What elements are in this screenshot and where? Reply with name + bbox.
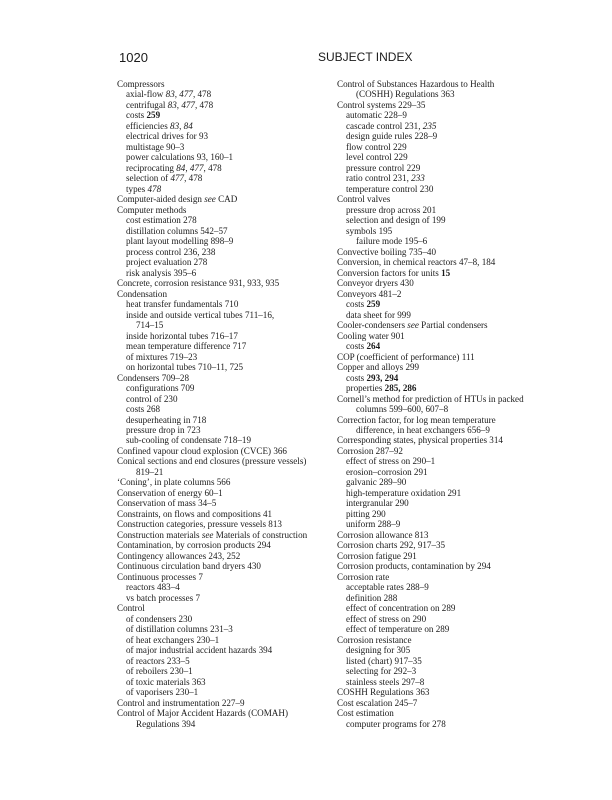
entry-text: reciprocating bbox=[126, 162, 177, 173]
entry-text: costs 268 bbox=[126, 404, 161, 415]
index-subentry bbox=[117, 320, 335, 330]
entry-text: Conical sections and end closures (pressure vessels) bbox=[117, 456, 307, 467]
entry-text: stainless steels 297–8 bbox=[346, 676, 425, 687]
entry-text: Conveyors 481–2 bbox=[337, 288, 402, 299]
index-entry bbox=[337, 415, 555, 425]
page-ref-italic: 477 bbox=[170, 173, 185, 184]
index-subentry bbox=[117, 131, 335, 141]
index-subentry bbox=[117, 656, 335, 666]
index-subentry bbox=[117, 435, 335, 445]
index-subentry bbox=[117, 247, 335, 257]
entry-text: Corrosion allowance 813 bbox=[337, 529, 429, 540]
index-subentry bbox=[337, 603, 555, 613]
entry-text: columns 599–600, 607–8 bbox=[356, 404, 449, 415]
entry-text: Conversion factors for units bbox=[337, 267, 442, 278]
index-entry bbox=[117, 551, 335, 561]
page-ref-bold: 285, 286 bbox=[384, 383, 417, 394]
entry-text: Computer-aided design bbox=[117, 194, 205, 205]
entry-text: pressure control 229 bbox=[346, 162, 421, 173]
index-subentry bbox=[117, 236, 335, 246]
index-entry bbox=[117, 603, 335, 613]
index-entry bbox=[117, 205, 335, 215]
entry-text: Corrosion resistance bbox=[337, 634, 412, 645]
entry-text: mean temperature difference 717 bbox=[126, 341, 247, 352]
entry-text: Corresponding states, physical properties 314 bbox=[337, 435, 503, 446]
entry-text: of condensers 230 bbox=[126, 613, 193, 624]
page-ref-italic: 478 bbox=[147, 183, 162, 194]
index-subentry bbox=[337, 184, 555, 194]
index-subentry bbox=[337, 467, 555, 477]
entry-text: temperature control 230 bbox=[346, 183, 434, 194]
index-entry bbox=[337, 687, 555, 697]
entry-text: inside horizontal tubes 716–17 bbox=[126, 330, 238, 341]
entry-text: CAD bbox=[215, 194, 238, 205]
entry-text: Conservation of mass 34–5 bbox=[117, 498, 217, 509]
index-entry bbox=[337, 561, 555, 571]
entry-text: control of 230 bbox=[126, 393, 178, 404]
entry-text: power calculations 93, 160–1 bbox=[126, 152, 234, 163]
page-ref-bold: 264 bbox=[366, 341, 381, 352]
entry-text: erosion–corrosion 291 bbox=[346, 466, 428, 477]
entry-text: , 478 bbox=[194, 99, 214, 110]
entry-text: efficiencies bbox=[126, 120, 171, 131]
entry-text: Conveyor dryers 430 bbox=[337, 278, 414, 289]
entry-text: of vaporisers 230–1 bbox=[126, 687, 199, 698]
entry-text: ratio control 231, bbox=[346, 173, 412, 184]
page-ref-italic: see bbox=[407, 320, 419, 331]
index-subentry bbox=[117, 163, 335, 173]
entry-text: Constraints, on flows and compositions 41 bbox=[117, 508, 273, 519]
index-subentry bbox=[117, 677, 335, 687]
index-entry bbox=[117, 698, 335, 708]
entry-text: of distillation columns 231–3 bbox=[126, 624, 233, 635]
index-subentry bbox=[117, 257, 335, 267]
index-subentry bbox=[117, 341, 335, 351]
page-ref-italic: 477 bbox=[181, 99, 195, 110]
index-entry bbox=[117, 498, 335, 508]
index-subentry bbox=[337, 477, 555, 487]
entry-text: Condensers 709–28 bbox=[117, 372, 189, 383]
index-entry bbox=[337, 352, 555, 362]
index-subentry bbox=[117, 121, 335, 131]
entry-text: 714–15 bbox=[136, 320, 164, 331]
index-entry bbox=[117, 194, 335, 204]
page-ref-italic: 235 bbox=[422, 120, 437, 131]
page-ref-italic: 83 bbox=[167, 99, 177, 110]
index-subentry bbox=[117, 152, 335, 162]
index-subentry bbox=[117, 89, 335, 99]
index-subentry bbox=[337, 152, 555, 162]
index-subentry bbox=[337, 310, 555, 320]
index-subentry bbox=[337, 488, 555, 498]
entry-text: Conversion, in chemical reactors 47–8, 184 bbox=[337, 257, 496, 268]
page-ref-bold: 259 bbox=[146, 110, 161, 121]
index-subentry bbox=[117, 394, 335, 404]
entry-text: of heat exchangers 230–1 bbox=[126, 634, 220, 645]
entry-text: sub-cooling of condensate 718–19 bbox=[126, 435, 252, 446]
entry-text: of reactors 233–5 bbox=[126, 655, 190, 666]
index-subentry bbox=[337, 656, 555, 666]
index-entry bbox=[337, 257, 555, 267]
entry-text: Computer methods bbox=[117, 204, 187, 215]
entry-text: , 478 bbox=[203, 162, 222, 173]
entry-text: Corrosion charts 292, 917–35 bbox=[337, 540, 446, 551]
index-entry bbox=[117, 373, 335, 383]
index-entry bbox=[337, 331, 555, 341]
index-entry bbox=[337, 362, 555, 372]
entry-text: acceptable rates 288–9 bbox=[346, 582, 429, 593]
page-ref-italic: 233 bbox=[411, 173, 425, 184]
index-subentry bbox=[117, 100, 335, 110]
entry-text: properties bbox=[346, 383, 385, 394]
entry-text: Corrosion products, contamination by 294 bbox=[337, 561, 491, 572]
entry-text: costs bbox=[126, 110, 147, 121]
page-ref-italic: 84 bbox=[183, 120, 193, 131]
entry-text: plant layout modelling 898–9 bbox=[126, 236, 234, 247]
entry-text: Control valves bbox=[337, 194, 391, 205]
index-subentry bbox=[337, 236, 555, 246]
entry-text: COSHH Regulations 363 bbox=[337, 687, 430, 698]
entry-text: reactors 483–4 bbox=[126, 582, 180, 593]
index-entry bbox=[337, 394, 555, 404]
entry-text: definition 288 bbox=[346, 592, 398, 603]
entry-text: project evaluation 278 bbox=[126, 257, 208, 268]
entry-text: selection of bbox=[126, 173, 171, 184]
index-entry bbox=[337, 100, 555, 110]
index-subentry bbox=[337, 341, 555, 351]
entry-text: desuperheating in 718 bbox=[126, 414, 207, 425]
entry-text: cost estimation 278 bbox=[126, 215, 197, 226]
entry-text: vs batch processes 7 bbox=[126, 592, 200, 603]
entry-text: Copper and alloys 299 bbox=[337, 362, 420, 373]
entry-text: Control and instrumentation 227–9 bbox=[117, 697, 245, 708]
entry-text: costs bbox=[346, 299, 367, 310]
entry-text: , bbox=[185, 162, 190, 173]
index-subentry bbox=[117, 415, 335, 425]
index-subentry bbox=[117, 215, 335, 225]
page-ref-italic: 83 bbox=[165, 89, 175, 100]
entry-text: difference, in heat exchangers 656–9 bbox=[356, 424, 490, 435]
index-column-right bbox=[337, 79, 555, 729]
entry-text: Cooler-condensers bbox=[337, 320, 408, 331]
index-entry bbox=[337, 79, 555, 89]
entry-text: , bbox=[176, 99, 182, 110]
index-entry bbox=[117, 477, 335, 487]
entry-text: computer programs for 278 bbox=[346, 718, 446, 729]
index-subentry bbox=[337, 383, 555, 393]
entry-text: designing for 305 bbox=[346, 645, 411, 656]
entry-text: Compressors bbox=[117, 79, 165, 89]
entry-text: electrical drives for 93 bbox=[126, 131, 209, 142]
index-subentry bbox=[117, 635, 335, 645]
entry-text: heat transfer fundamentals 710 bbox=[126, 299, 239, 310]
page-number: 1020 bbox=[119, 50, 148, 65]
index-entry bbox=[117, 708, 335, 718]
index-subentry bbox=[337, 719, 555, 729]
index-entry bbox=[337, 278, 555, 288]
index-subentry bbox=[337, 215, 555, 225]
entry-text: Confined vapour cloud explosion (CVCE) 366 bbox=[117, 445, 287, 456]
index-subentry bbox=[117, 226, 335, 236]
entry-text: Corrosion rate bbox=[337, 571, 390, 582]
index-entry bbox=[117, 540, 335, 550]
entry-text: Materials of construction bbox=[213, 529, 308, 540]
index-subentry bbox=[117, 582, 335, 592]
index-subentry bbox=[337, 121, 555, 131]
entry-text: Control bbox=[117, 603, 145, 614]
index-entry bbox=[337, 194, 555, 204]
entry-text: uniform 288–9 bbox=[346, 519, 401, 530]
entry-text: automatic 228–9 bbox=[346, 110, 407, 121]
page-ref-bold: 15 bbox=[441, 267, 451, 278]
entry-text: centrifugal bbox=[126, 99, 168, 110]
entry-text: Cornell’s method for prediction of HTUs in packed bbox=[337, 393, 524, 404]
index-subentry bbox=[117, 142, 335, 152]
entry-text: selecting for 292–3 bbox=[346, 666, 417, 677]
entry-text: Corrosion fatigue 291 bbox=[337, 550, 417, 561]
entry-text: Continuous circulation band dryers 430 bbox=[117, 561, 261, 572]
entry-text: Regulations 394 bbox=[136, 718, 196, 729]
index-subentry bbox=[337, 142, 555, 152]
entry-text: Cost estimation bbox=[337, 708, 394, 719]
index-subentry bbox=[117, 719, 335, 729]
entry-text: Cooling water 901 bbox=[337, 330, 405, 341]
index-entry bbox=[337, 635, 555, 645]
index-subentry bbox=[337, 614, 555, 624]
index-entry bbox=[117, 509, 335, 519]
entry-text: Concrete, corrosion resistance 931, 933, 935 bbox=[117, 278, 280, 289]
entry-text: Contamination, by corrosion products 294 bbox=[117, 540, 271, 551]
index-subentry bbox=[117, 110, 335, 120]
entry-text: pressure drop across 201 bbox=[346, 204, 437, 215]
index-subentry bbox=[337, 404, 555, 414]
entry-text: , 478 bbox=[184, 173, 203, 184]
entry-text: costs bbox=[346, 341, 367, 352]
entry-text: Condensation bbox=[117, 288, 168, 299]
index-subentry bbox=[117, 362, 335, 372]
entry-text: Control of Major Accident Hazards (COMAH) bbox=[117, 708, 288, 719]
entry-text: Construction categories, pressure vessels 813 bbox=[117, 519, 282, 530]
index-entry bbox=[337, 435, 555, 445]
entry-text: COP (coefficient of performance) 111 bbox=[337, 351, 475, 362]
entry-text: Partial condensers bbox=[418, 320, 488, 331]
entry-text: Conservation of energy 60–1 bbox=[117, 487, 223, 498]
index-subentry bbox=[117, 383, 335, 393]
page-ref-italic: 83 bbox=[170, 120, 180, 131]
index-subentry bbox=[117, 666, 335, 676]
entry-text: inside and outside vertical tubes 711–16, bbox=[126, 309, 275, 320]
entry-text: ‘Coning’, in plate columns 566 bbox=[117, 477, 231, 488]
index-entry bbox=[337, 551, 555, 561]
index-subentry bbox=[117, 404, 335, 414]
index-subentry bbox=[337, 205, 555, 215]
index-subentry bbox=[337, 666, 555, 676]
index-subentry bbox=[337, 425, 555, 435]
index-entry bbox=[117, 446, 335, 456]
entry-text: of toxic materials 363 bbox=[126, 676, 206, 687]
index-subentry bbox=[117, 645, 335, 655]
index-entry bbox=[117, 456, 335, 466]
entry-text: Control systems 229–35 bbox=[337, 99, 426, 110]
index-entry bbox=[337, 320, 555, 330]
index-entry bbox=[337, 289, 555, 299]
entry-text: pressure drop in 723 bbox=[126, 424, 201, 435]
entry-text: costs bbox=[346, 372, 367, 383]
entry-text: flow control 229 bbox=[346, 141, 407, 152]
entry-text: , bbox=[179, 120, 184, 131]
page-ref-bold: 259 bbox=[366, 299, 381, 310]
index-subentry bbox=[117, 184, 335, 194]
entry-text: 819–21 bbox=[136, 466, 164, 477]
index-subentry bbox=[117, 614, 335, 624]
index-entry bbox=[337, 572, 555, 582]
entry-text: distillation columns 542–57 bbox=[126, 225, 228, 236]
index-entry bbox=[117, 561, 335, 571]
entry-text: (COSHH) Regulations 363 bbox=[356, 89, 455, 100]
index-subentry bbox=[337, 624, 555, 634]
index-entry bbox=[117, 572, 335, 582]
index-subentry bbox=[117, 593, 335, 603]
entry-text: level control 229 bbox=[346, 152, 408, 163]
index-subentry bbox=[337, 173, 555, 183]
entry-text: Convective boiling 735–40 bbox=[337, 246, 437, 257]
entry-text: of major industrial accident hazards 394 bbox=[126, 645, 273, 656]
page-ref-italic: 84 bbox=[176, 162, 186, 173]
index-subentry bbox=[117, 687, 335, 697]
entry-text: symbols 195 bbox=[346, 225, 393, 236]
index-entry bbox=[337, 698, 555, 708]
entry-text: pitting 290 bbox=[346, 508, 386, 519]
page-ref-italic: see bbox=[204, 194, 216, 205]
entry-text: axial-flow bbox=[126, 89, 166, 100]
entry-text: data sheet for 999 bbox=[346, 309, 411, 320]
index-subentry bbox=[337, 163, 555, 173]
index-column-left bbox=[117, 79, 335, 729]
index-subentry bbox=[117, 624, 335, 634]
entry-text: Cost escalation 245–7 bbox=[337, 697, 418, 708]
entry-text: cascade control 231, bbox=[346, 120, 423, 131]
entry-text: intergranular 290 bbox=[346, 498, 409, 509]
index-subentry bbox=[337, 456, 555, 466]
index-subentry bbox=[337, 582, 555, 592]
entry-text: failure mode 195–6 bbox=[356, 236, 428, 247]
index-entry bbox=[117, 79, 335, 89]
index-subentry bbox=[337, 110, 555, 120]
index-subentry bbox=[117, 299, 335, 309]
entry-text: selection and design of 199 bbox=[346, 215, 446, 226]
entry-text: Control of Substances Hazardous to Health bbox=[337, 79, 495, 89]
entry-text: high-temperature oxidation 291 bbox=[346, 487, 462, 498]
running-head-title: SUBJECT INDEX bbox=[318, 50, 413, 64]
index-entry bbox=[337, 708, 555, 718]
index-entry bbox=[337, 268, 555, 278]
entry-text: listed (chart) 917–35 bbox=[346, 655, 422, 666]
index-entry bbox=[117, 530, 335, 540]
index-subentry bbox=[117, 467, 335, 477]
index-subentry bbox=[337, 593, 555, 603]
entry-text: Continuous processes 7 bbox=[117, 571, 203, 582]
index-subentry bbox=[337, 677, 555, 687]
entry-text: galvanic 289–90 bbox=[346, 477, 407, 488]
entry-text: effect of stress on 290 bbox=[346, 613, 427, 624]
entry-text: Corrosion 287–92 bbox=[337, 445, 403, 456]
entry-text: risk analysis 395–6 bbox=[126, 267, 197, 278]
index-entry bbox=[337, 446, 555, 456]
entry-text: design guide rules 228–9 bbox=[346, 131, 438, 142]
index-subentry bbox=[117, 310, 335, 320]
entry-text: multistage 90–3 bbox=[126, 141, 185, 152]
entry-text: of reboilers 230–1 bbox=[126, 666, 193, 677]
index-subentry bbox=[337, 509, 555, 519]
entry-text: Correction factor, for log mean temperature bbox=[337, 414, 496, 425]
index-subentry bbox=[117, 352, 335, 362]
index-entry bbox=[337, 530, 555, 540]
entry-text: Construction materials bbox=[117, 529, 202, 540]
index-entry bbox=[117, 488, 335, 498]
index-subentry bbox=[337, 645, 555, 655]
entry-text: types bbox=[126, 183, 148, 194]
page-ref-italic: 477 bbox=[179, 89, 193, 100]
index-entry bbox=[117, 519, 335, 529]
index-entry bbox=[117, 278, 335, 288]
page-ref-bold: 293, 294 bbox=[366, 372, 399, 383]
index-entry bbox=[337, 540, 555, 550]
entry-text: of mixtures 719–23 bbox=[126, 351, 198, 362]
index-subentry bbox=[337, 498, 555, 508]
page-ref-italic: 477 bbox=[189, 162, 204, 173]
entry-text: effect of concentration on 289 bbox=[346, 603, 456, 614]
entry-text: configurations 709 bbox=[126, 383, 195, 394]
index-subentry bbox=[117, 268, 335, 278]
index-subentry bbox=[117, 173, 335, 183]
index-subentry bbox=[337, 131, 555, 141]
entry-text: process control 236, 238 bbox=[126, 246, 216, 257]
entry-text: , bbox=[174, 89, 180, 100]
index-subentry bbox=[337, 299, 555, 309]
page-ref-italic: see bbox=[201, 529, 214, 540]
entry-text: effect of stress on 290–1 bbox=[346, 456, 436, 467]
entry-text: Contingency allowances 243, 252 bbox=[117, 550, 241, 561]
entry-text: effect of temperature on 289 bbox=[346, 624, 450, 635]
index-subentry bbox=[337, 373, 555, 383]
index-subentry bbox=[117, 425, 335, 435]
index-subentry bbox=[337, 226, 555, 236]
index-subentry bbox=[337, 89, 555, 99]
entry-text: on horizontal tubes 710–11, 725 bbox=[126, 362, 244, 373]
index-entry bbox=[117, 289, 335, 299]
index-subentry bbox=[117, 331, 335, 341]
index-subentry bbox=[337, 519, 555, 529]
index-entry bbox=[337, 247, 555, 257]
entry-text: , 478 bbox=[192, 89, 212, 100]
